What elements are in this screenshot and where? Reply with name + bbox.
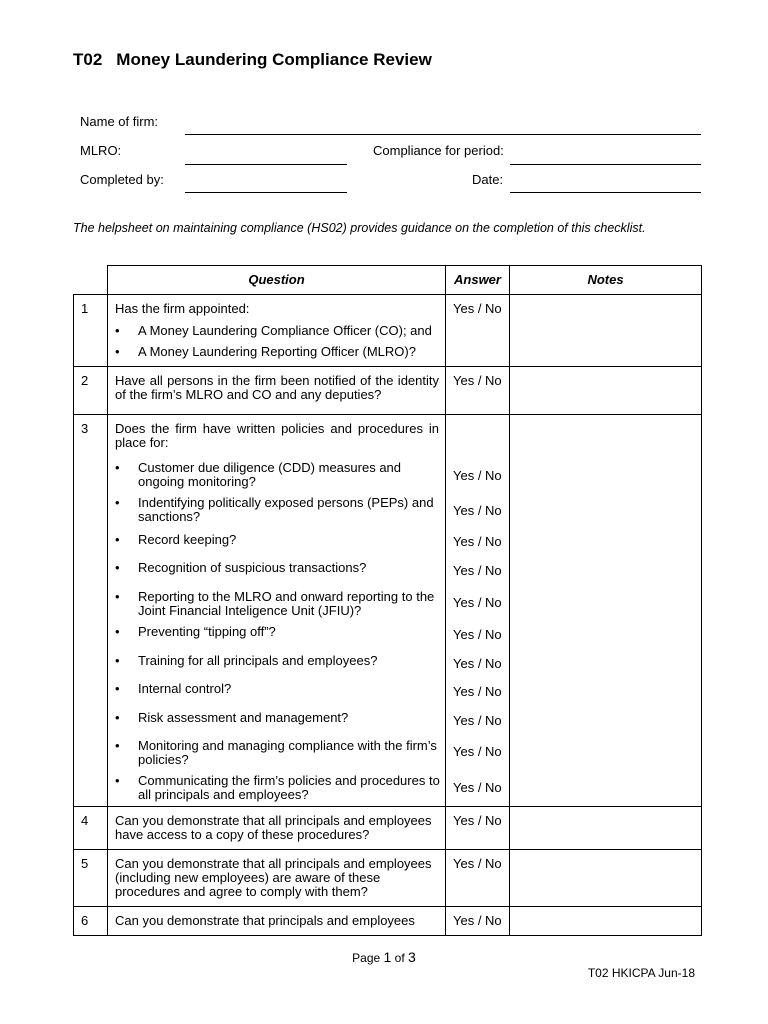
mlro-label: MLRO: bbox=[80, 143, 122, 158]
answer-yes-no[interactable]: Yes / No bbox=[453, 780, 502, 795]
table-col-divider bbox=[107, 265, 108, 936]
answer-yes-no[interactable]: Yes / No bbox=[453, 627, 502, 642]
compliance-period-label: Compliance for period: bbox=[373, 143, 504, 158]
row-number: 2 bbox=[81, 373, 89, 388]
document-reference: T02 HKICPA Jun-18 bbox=[587, 966, 695, 980]
form-title: Money Laundering Compliance Review bbox=[116, 50, 432, 69]
table-border-header bbox=[73, 294, 702, 295]
header-answer: Answer bbox=[454, 272, 501, 287]
table-row-divider bbox=[73, 366, 702, 367]
page-number: Page 1 of 3 bbox=[352, 949, 416, 965]
name-of-firm-label: Name of firm: bbox=[80, 114, 159, 129]
answer-yes-no[interactable]: Yes / No bbox=[453, 684, 502, 699]
answer-yes-no[interactable]: Yes / No bbox=[453, 595, 502, 610]
answer-yes-no[interactable]: Yes / No bbox=[453, 813, 502, 828]
table-border-right bbox=[701, 265, 702, 936]
mlro-field[interactable] bbox=[185, 164, 347, 165]
table-border-top bbox=[107, 265, 702, 266]
question-text: Can you demonstrate that all principals and employees have access to a copy of these procedures? bbox=[115, 813, 432, 842]
row-number: 3 bbox=[81, 421, 89, 436]
question-text: Can you demonstrate that principals and employees bbox=[115, 913, 415, 928]
header-notes: Notes bbox=[587, 272, 624, 287]
question-text: Have all persons in the firm been notified of the identity of the firm’s MLRO and CO and any deputies? bbox=[115, 373, 439, 402]
answer-yes-no[interactable]: Yes / No bbox=[453, 744, 502, 759]
answer-yes-no[interactable]: Yes / No bbox=[453, 563, 502, 578]
answer-yes-no[interactable]: Yes / No bbox=[453, 856, 502, 871]
table-row-divider bbox=[73, 849, 702, 850]
question-text: Can you demonstrate that all principals and employees (including new employees) are aware of these procedures and agree to comply with them? bbox=[115, 856, 432, 899]
completed-by-label: Completed by: bbox=[80, 172, 164, 187]
table-border-left bbox=[73, 294, 74, 936]
table-row-divider bbox=[73, 806, 702, 807]
answer-yes-no[interactable]: Yes / No bbox=[453, 913, 502, 928]
name-of-firm-field[interactable] bbox=[185, 134, 701, 135]
answer-yes-no[interactable]: Yes / No bbox=[453, 503, 502, 518]
table-row-divider bbox=[73, 414, 702, 415]
question-text: Does the firm have written policies and procedures in place for: bbox=[115, 421, 439, 450]
answer-yes-no[interactable]: Yes / No bbox=[453, 373, 502, 388]
page-title bbox=[73, 50, 432, 70]
completed-by-field[interactable] bbox=[185, 192, 347, 193]
answer-yes-no[interactable]: Yes / No bbox=[453, 713, 502, 728]
date-field[interactable] bbox=[510, 192, 701, 193]
table-col-divider bbox=[445, 265, 446, 936]
form-code: T02 bbox=[73, 50, 103, 69]
answer-yes-no[interactable]: Yes / No bbox=[453, 534, 502, 549]
table-row-divider bbox=[73, 906, 702, 907]
row-number: 4 bbox=[81, 813, 89, 828]
row-number: 5 bbox=[81, 856, 89, 871]
answer-yes-no[interactable]: Yes / No bbox=[453, 301, 502, 316]
answer-yes-no[interactable]: Yes / No bbox=[453, 656, 502, 671]
row-number: 1 bbox=[81, 301, 89, 316]
table-col-divider bbox=[509, 265, 510, 936]
answer-yes-no[interactable]: Yes / No bbox=[453, 468, 502, 483]
date-label: Date: bbox=[472, 172, 504, 187]
table-border-bottom bbox=[73, 935, 702, 936]
question-text: Has the firm appointed: bbox=[115, 301, 250, 316]
intro-text: The helpsheet on maintaining compliance (HS02) provides guidance on the completion of this checklist. bbox=[73, 221, 646, 235]
header-question: Question bbox=[248, 272, 305, 287]
compliance-period-field[interactable] bbox=[510, 164, 701, 165]
row-number: 6 bbox=[81, 913, 89, 928]
